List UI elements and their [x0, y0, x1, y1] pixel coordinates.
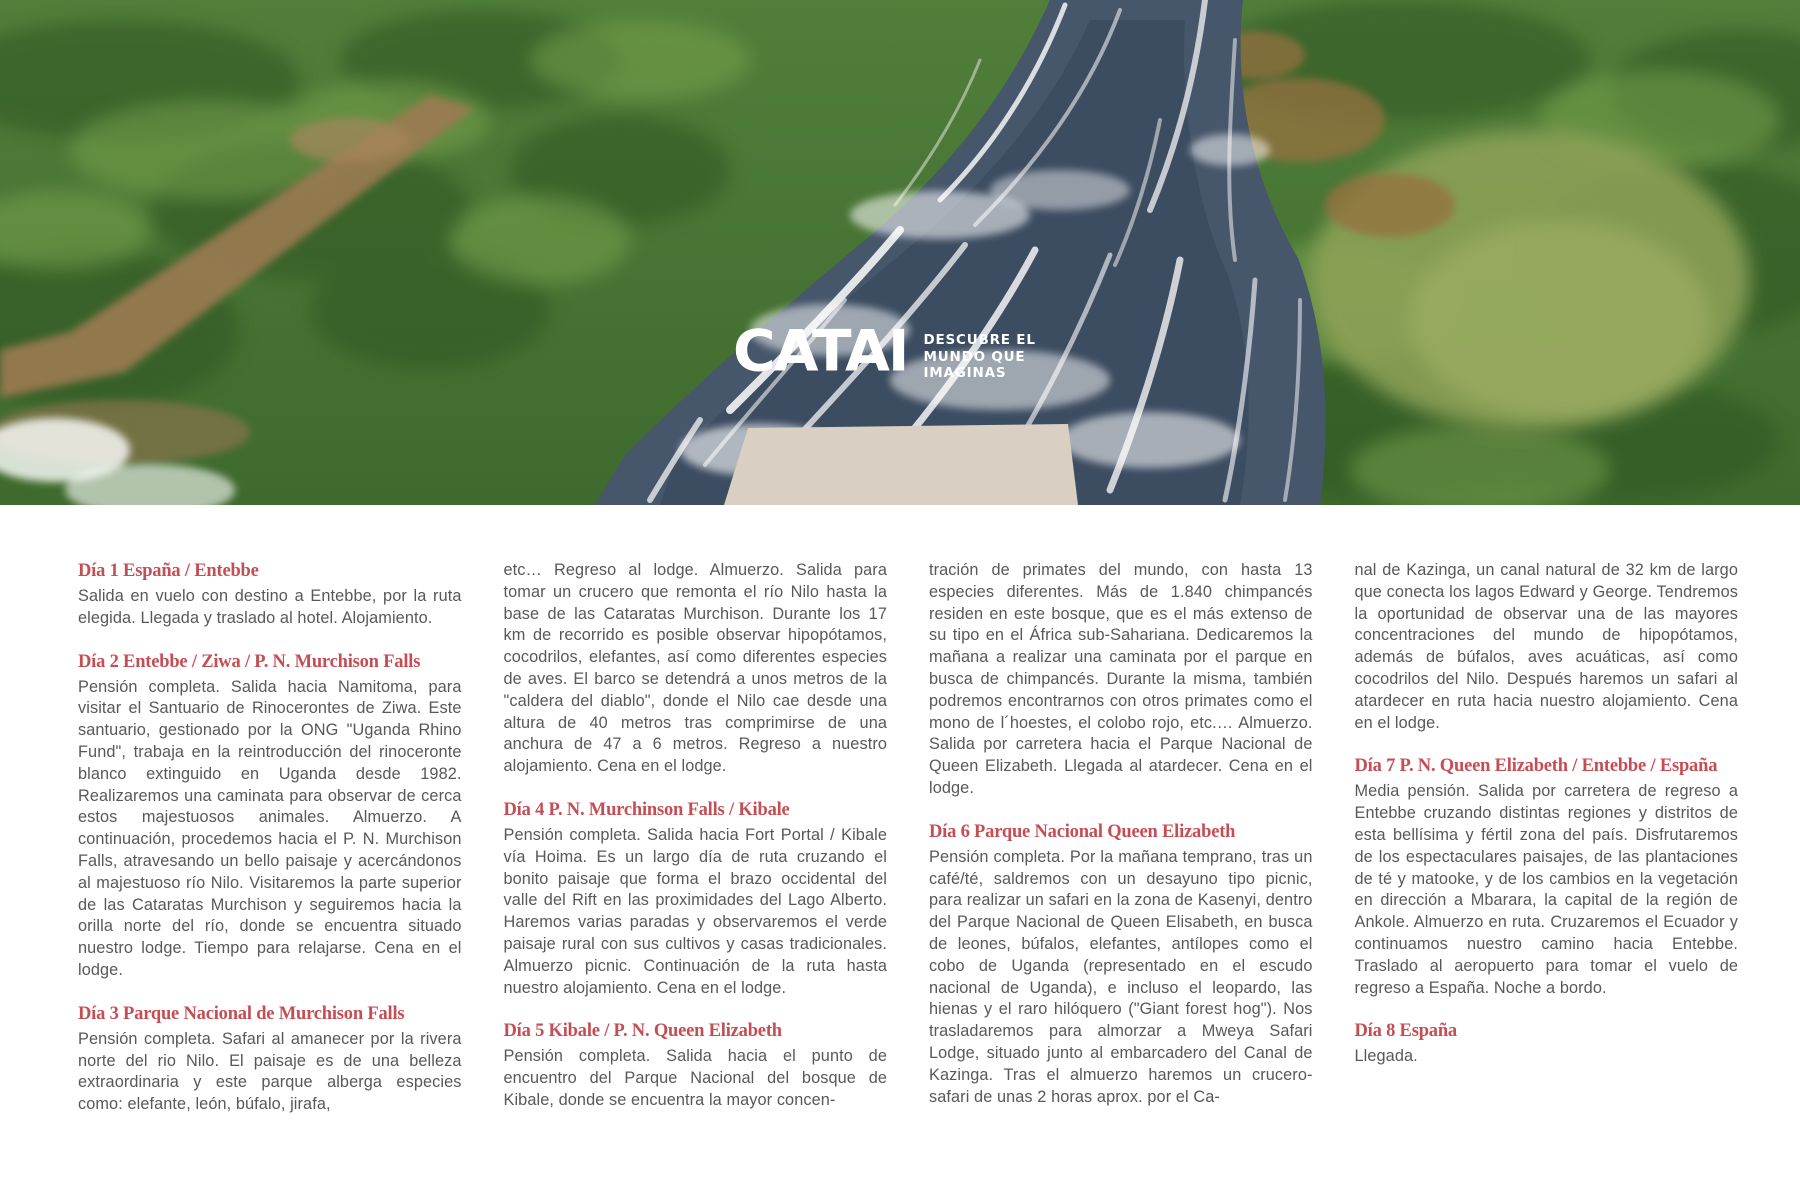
day7-paragraph: Media pensión. Salida por carretera de regreso a Entebbe cruzando distintas regiones y distritos de esta bellísima y fértil zona del país. Disfrutaremos de los espectaculares paisajes, de las plantaciones de té y matooke, y de los cambios en la vegetación en dirección a Mbarara, la capital de la región de Ankole. Almuerzo en ruta. Cruzaremos el Ecuador y continuamos nuestro camino hacia Entebbe. Traslado al aeropuerto para tomar el vuelo de regreso a España. Noche a bordo. — [1354, 782, 1738, 997]
aerial-river-illustration — [0, 0, 1800, 505]
day3-continuation-paragraph: etc… Regreso al lodge. Almuerzo. Salida para tomar un crucero que remonta el río Nilo hasta la base de las Cataratas Murchison. Durante los 17 km de recorrido es posible observar hipopótamos, cocodrilos, elefantes, así como diferentes especies de aves. El barco se detendrá a unos metros de la "caldera del diablo", donde el Nilo cae desde una altura de 40 metros tras comprimirse de una anchura de 47 a 6 metros. Regreso a nuestro alojamiento. Cena en el lodge. — [503, 561, 887, 776]
day4-heading: Día 4 P. N. Murchinson Falls / Kibale — [503, 799, 790, 820]
catai-tagline — [923, 332, 1035, 382]
itinerary-column-4 — [1355, 560, 1739, 1116]
day5-continuation-paragraph: tración de primates del mundo, con hasta 13 especies diferentes. Más de 1.840 chimpancés residen en este bosque, que es el más extenso de su tipo en el África sub-Sahariana. Dedicaremos la mañana a realizar una caminata por el parque en busca de chimpancés. Durante la misma, también podremos encontrarnos con otros primates como el mono de l´hoestes, el colobo rojo, etc.… Almuerzo. Salida por carretera hacia el Parque Nacional de Queen Elizabeth. Llegada al atardecer. Cena en el lodge. — [929, 561, 1313, 797]
tagline-line-2: MUNDO QUE — [923, 348, 1026, 365]
itinerary-columns — [78, 560, 1738, 1116]
day6-heading: Día 6 Parque Nacional Queen Elizabeth — [929, 821, 1236, 842]
itinerary-column-2 — [504, 560, 888, 1116]
beige-panel — [724, 424, 1078, 505]
catai-logo-text: CATAI — [733, 317, 908, 385]
tagline-line-3: IMAGINAS — [923, 365, 1007, 381]
day5-paragraph: Pensión completa. Salida hacia el punto de encuentro del Parque Nacional del bosque de Kibale, donde se encuentra la mayor concen- — [503, 1047, 887, 1109]
tagline-line-1: DESCUBRE EL — [923, 332, 1036, 348]
day2-heading: Día 2 Entebbe / Ziwa / P. N. Murchison Falls — [78, 651, 421, 672]
day6-continuation-paragraph: nal de Kazinga, un canal natural de 32 km de largo que conecta los lagos Edward y George. Tendremos la oportunidad de observar una de las mayores concentraciones del mundo de hipopótamos, además de búfalos, aves acuáticas, así como cocodrilos del Nilo. Después haremos un safari al atardecer en ruta hacia nuestro alojamiento. Cena en el lodge. — [1354, 561, 1738, 732]
day6-paragraph: Pensión completa. Por la mañana temprano, tras un café/té, saldremos con un desayuno tipo picnic, para realizar un safari en la zona de Kasenyi, dentro del Parque Nacional de Queen Elisabeth, en busca de leones, búfalos, elefantes, antílopes como el cobo de Uganda (representado en el escudo nacional de Uganda), e incluso el leopardo, las hienas y el raro hilóquero ("Giant forest hog"). Nos trasladaremos para almorzar a Mweya Safari Lodge, situado junto al embarcadero del Canal de Kazinga. Tras el almuerzo haremos un crucero-safari de unas 2 horas aprox. por el Ca- — [929, 847, 1313, 1106]
day8-heading: Día 8 España — [1354, 1021, 1457, 1042]
day7-heading: Día 7 P. N. Queen Elizabeth / Entebbe / España — [1354, 756, 1718, 777]
hero-photo — [0, 0, 1800, 505]
day8-paragraph: Llegada. — [1354, 1047, 1418, 1066]
day1-paragraph: Salida en vuelo con destino a Entebbe, por la ruta elegida. Llegada y traslado al hotel. Alojamiento. — [78, 587, 462, 627]
itinerary-column-1 — [78, 560, 462, 1116]
day4-paragraph: Pensión completa. Salida hacia Fort Portal / Kibale vía Hoima. Es un largo día de ruta cruzando el bonito paisaje que forma el brazo occidental del valle del Rift en las proximidades del Lago Alberto. Haremos varias paradas y observaremos el verde paisaje rural con sus cultivos y casas tradicionales. Almuerzo picnic. Continuación de la ruta hasta nuestro alojamiento. Cena en el lodge. — [503, 825, 887, 997]
day1-heading: Día 1 España / Entebbe — [78, 561, 259, 581]
itinerary-column-3 — [929, 560, 1313, 1116]
catai-logo — [733, 317, 1036, 385]
day3-paragraph: Pensión completa. Safari al amanecer por la rivera norte del rio Nilo. El paisaje es de una belleza extraordinaria y este parque alberga especies como: elefante, león, búfalo, jirafa, — [78, 1029, 462, 1114]
day5-heading: Día 5 Kibale / P. N. Queen Elizabeth — [503, 1021, 782, 1042]
day3-heading: Día 3 Parque Nacional de Murchison Falls — [78, 1003, 405, 1024]
day2-paragraph: Pensión completa. Salida hacia Namitoma, para visitar el Santuario de Rinocerontes de Ziwa. Este santuario, gestionado por la ONG "Uganda Rhino Fund", trabaja en la reintroducción del rinoceronte blanco extinguido en Uganda desde 1982. Realizaremos una caminata para observar de cerca estos majestuosos animales. Almuerzo. A continuación, procedemos hacia el P. N. Murchison Falls, atravesando un bello paisaje y acercándonos al majestuoso río Nilo. Visitaremos la parte superior de las Cataratas Murchison y seguiremos hacia la orilla norte del río, donde se encuentra situado nuestro lodge. Tiempo para relajarse. Cena en el lodge. — [78, 677, 462, 979]
